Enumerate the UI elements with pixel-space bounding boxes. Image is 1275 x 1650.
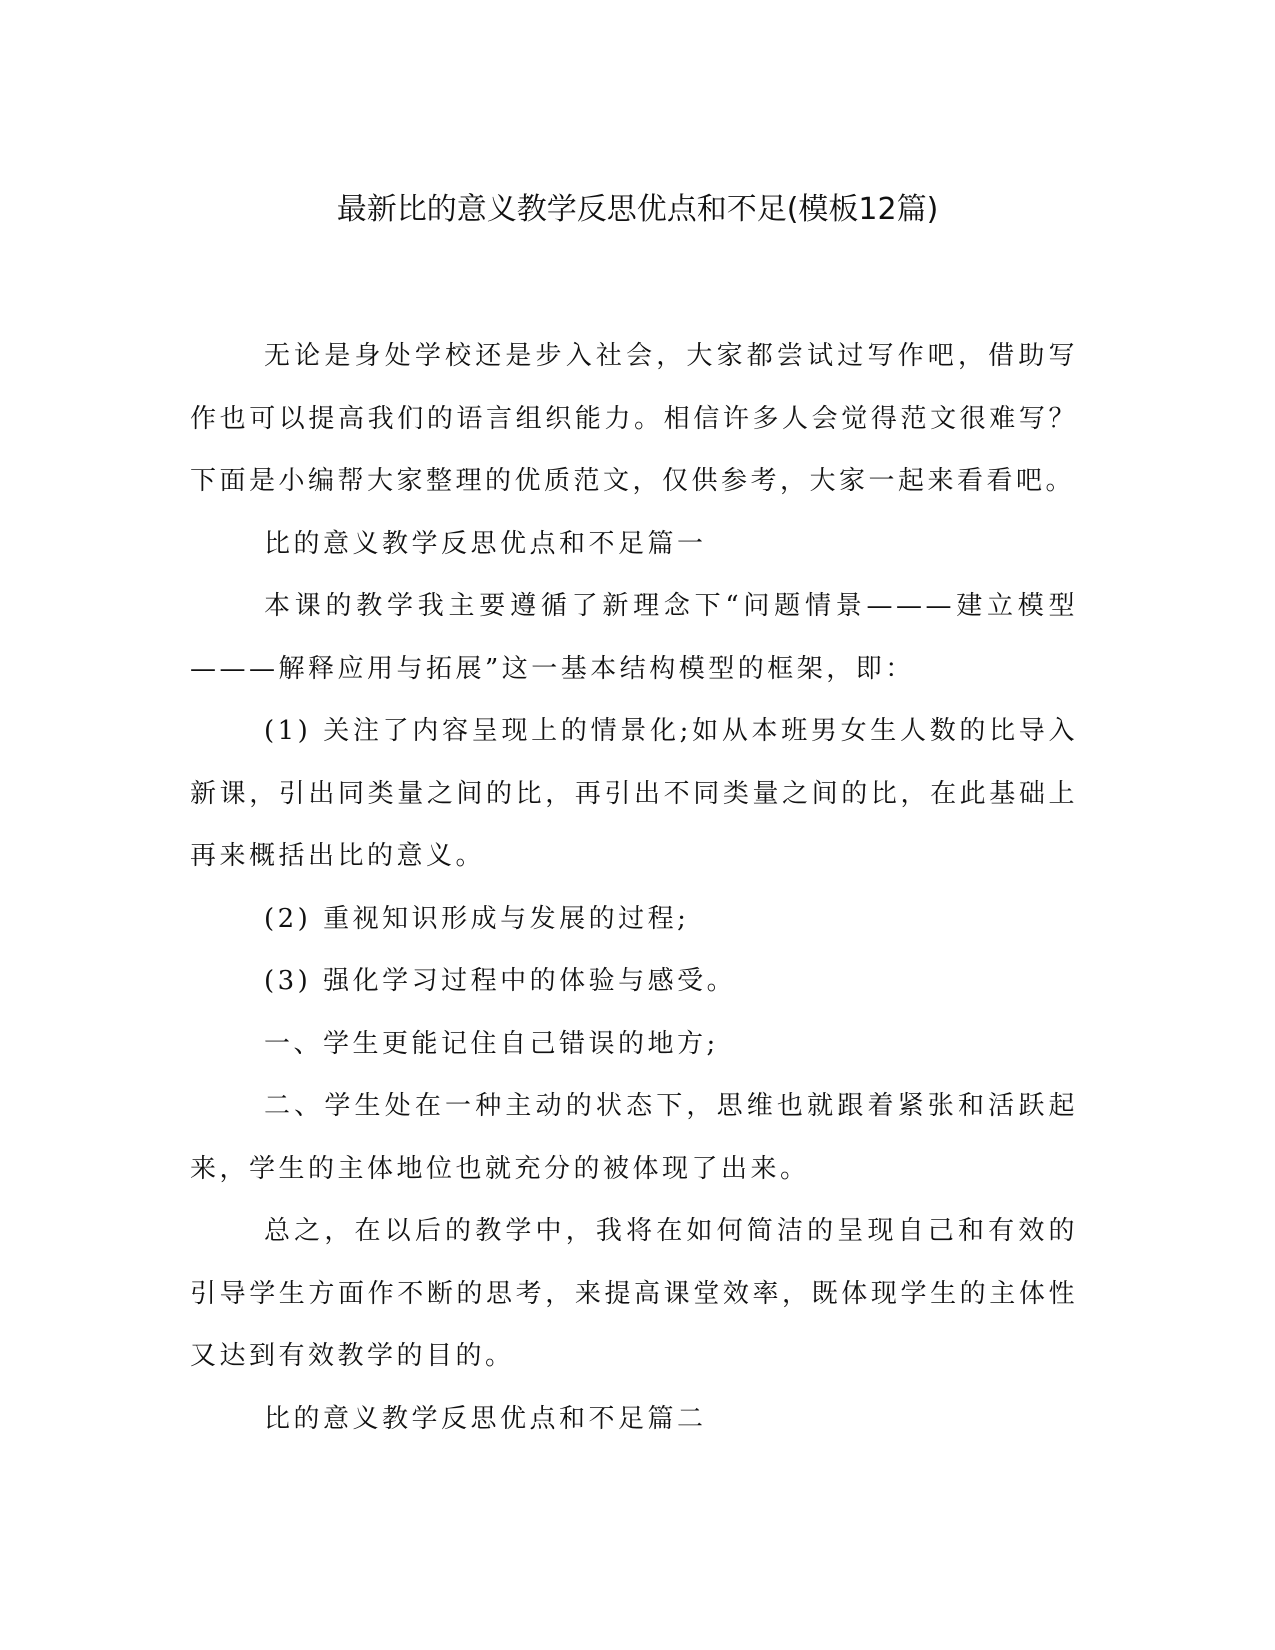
document-title: 最新比的意义教学反思优点和不足(模板12篇) (336, 192, 939, 227)
body-paragraph: 总之，在以后的教学中，我将在如何简洁的呈现自己和有效的引导学生方面作不断的思考，来提高课堂效率，既体现学生的主体性又达到有效教学的目的。 (190, 1216, 1078, 1371)
list-item: (3) 强化学习过程中的体验与感受。 (264, 966, 737, 996)
section-heading-2: 比的意义教学反思优点和不足篇二 (264, 1403, 707, 1434)
body-paragraph: 本课的教学我主要遵循了新理念下“问题情景———建立模型———解释应用与拓展”这一基本结构模型的框架，即： (190, 591, 1078, 684)
list-item: (1) 关注了内容呈现上的情景化;如从本班男女生人数的比导入新课，引出同类量之间的比，再引出不同类量之间的比，在此基础上再来概括出比的意义。 (190, 716, 1078, 871)
document-body (190, 325, 1078, 1450)
intro-paragraph: 无论是身处学校还是步入社会，大家都尝试过写作吧，借助写作也可以提高我们的语言组织能力。相信许多人会觉得范文很难写？下面是小编帮大家整理的优质范文，仅供参考，大家一起来看看吧。 (190, 341, 1078, 496)
list-item: (2) 重视知识形成与发展的过程; (264, 903, 690, 934)
list-item: 一、学生更能记住自己错误的地方; (264, 1028, 719, 1059)
section-heading-1: 比的意义教学反思优点和不足篇一 (264, 528, 707, 559)
list-item: 二、学生处在一种主动的状态下，思维也就跟着紧张和活跃起来，学生的主体地位也就充分的被体现了出来。 (190, 1091, 1078, 1184)
